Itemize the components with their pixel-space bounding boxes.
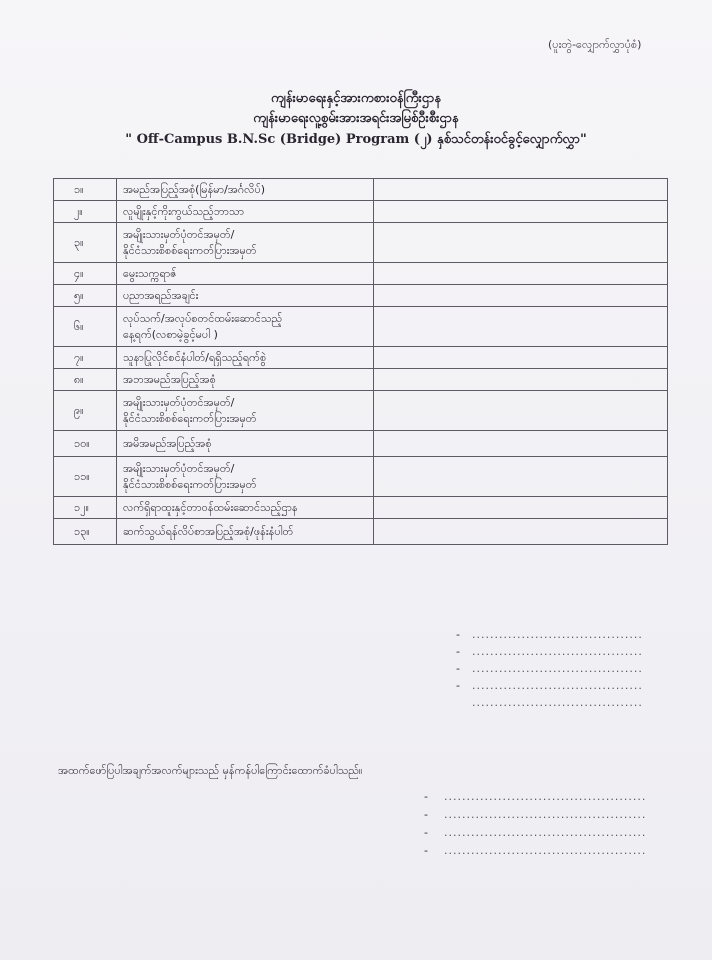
row-number: ၅။ — [54, 285, 117, 307]
form-row — [54, 223, 668, 263]
signature-dash: - — [456, 679, 460, 692]
field-label-line: လူမျိုးနှင့်ကိုးကွယ်သည့်ဘာသာ — [123, 204, 245, 218]
field-label-line: အမျိုးသားမှတ်ပုံတင်အမှတ်/ — [123, 227, 235, 241]
signature-dash: - — [456, 628, 460, 641]
field-label-line: နိုင်ငံသားစိစစ်ရေးကတ်ပြားအမှတ် — [123, 243, 257, 257]
form-row — [54, 431, 668, 457]
application-form-table — [53, 178, 668, 545]
form-row — [54, 179, 668, 201]
department-title: ကျန်းမာရေးလူ့စွမ်းအားအရင်းအမြစ်ဦးစီးဌာန — [253, 111, 459, 126]
form-reference-label: (ပူးတွဲ-လျှောက်လွှာပုံစံ) — [548, 38, 642, 51]
form-row — [54, 347, 668, 369]
field-label — [117, 431, 374, 457]
field-label-line: အမည်အပြည့်အစုံ(မြန်မာ/အင်္ဂလိပ်) — [123, 182, 266, 196]
field-value-cell[interactable] — [374, 457, 668, 497]
field-value-cell[interactable] — [374, 519, 668, 545]
row-number: ၉။ — [54, 391, 117, 431]
signature-dash: - — [456, 645, 460, 658]
field-label-line: အမျိုးသားမှတ်ပုံတင်အမှတ်/ — [123, 395, 235, 409]
field-label — [117, 223, 374, 263]
field-label — [117, 519, 374, 545]
signature-fill-line[interactable]: ............................................. — [444, 808, 647, 821]
row-number: ၄။ — [54, 263, 117, 285]
field-label-line: လုပ်သက်/အလုပ်စတင်ထမ်းဆောင်သည့် — [123, 311, 283, 325]
field-label-line: အမိအမည်အပြည့်အစုံ — [123, 436, 212, 450]
field-label — [117, 497, 374, 519]
form-row — [54, 307, 668, 347]
form-row — [54, 369, 668, 391]
field-label-line: မွေးသက္ကရာဇ် — [123, 266, 177, 280]
signature-fill-line[interactable]: ............................................. — [444, 826, 647, 839]
signature-fill-line[interactable]: ............................................. — [444, 790, 647, 803]
field-label-line: အမျိုးသားမှတ်ပုံတင်အမှတ်/ — [123, 461, 235, 475]
field-value-cell[interactable] — [374, 307, 668, 347]
signature-fill-line[interactable]: ...................................... — [472, 645, 643, 658]
program-title: " Off-Campus B.N.Sc (Bridge) Program (၂) နှစ်သင်တန်းဝင်ခွင့်လျှောက်လွှာ" — [125, 132, 587, 147]
form-row — [54, 391, 668, 431]
row-number: ၁၃။ — [54, 519, 117, 545]
field-value-cell[interactable] — [374, 391, 668, 431]
field-label-line: သူနာပြုလိုင်စင်နံပါတ်/ရရှိသည့်ရက်စွဲ — [123, 350, 267, 364]
field-label — [117, 179, 374, 201]
signature-dash: - — [424, 790, 428, 803]
row-number: ၁၁။ — [54, 457, 117, 497]
confirmation-statement: အထက်ဖော်ပြပါအချက်အလက်များသည် မှန်ကန်ပါကြောင်းထောက်ခံပါသည်။ — [58, 764, 363, 777]
row-number: ၃။ — [54, 223, 117, 263]
signature-fill-line[interactable]: ...................................... — [472, 628, 643, 641]
form-row — [54, 497, 668, 519]
field-value-cell[interactable] — [374, 201, 668, 223]
field-value-cell[interactable] — [374, 497, 668, 519]
field-label-line: နိုင်ငံသားစိစစ်ရေးကတ်ပြားအမှတ် — [123, 477, 257, 491]
field-label — [117, 307, 374, 347]
form-row — [54, 457, 668, 497]
field-label — [117, 457, 374, 497]
field-value-cell[interactable] — [374, 347, 668, 369]
row-number: ၁။ — [54, 179, 117, 201]
signature-dash: - — [424, 826, 428, 839]
field-label-line: ပညာအရည်အချင်း — [123, 288, 199, 302]
field-value-cell[interactable] — [374, 431, 668, 457]
field-value-cell[interactable] — [374, 369, 668, 391]
signature-fill-line[interactable]: ...................................... — [472, 696, 643, 709]
field-label — [117, 369, 374, 391]
field-label — [117, 285, 374, 307]
field-label-line: နိုင်ငံသားစိစစ်ရေးကတ်ပြားအမှတ် — [123, 411, 257, 425]
row-number: ၁၀။ — [54, 431, 117, 457]
signature-dash: - — [424, 808, 428, 821]
form-row — [54, 263, 668, 285]
field-label-line: အဘအမည်အပြည့်အစုံ — [123, 372, 216, 386]
signature-dash: - — [424, 844, 428, 857]
field-value-cell[interactable] — [374, 263, 668, 285]
field-value-cell[interactable] — [374, 179, 668, 201]
field-label — [117, 263, 374, 285]
row-number: ၇။ — [54, 347, 117, 369]
signature-fill-line[interactable]: ...................................... — [472, 679, 643, 692]
field-label-line: နေ့ရက်(လစာမဲ့ခွင့်မပါ ) — [123, 327, 218, 341]
row-number: ၈။ — [54, 369, 117, 391]
field-label — [117, 391, 374, 431]
form-row — [54, 285, 668, 307]
signature-fill-line[interactable]: ............................................. — [444, 844, 647, 857]
field-value-cell[interactable] — [374, 223, 668, 263]
signature-fill-line[interactable]: ...................................... — [472, 662, 643, 675]
row-number: ၆။ — [54, 307, 117, 347]
field-label-line: လက်ရှိရာထူးနှင့်တာဝန်ထမ်းဆောင်သည့်ဌာန — [123, 500, 298, 514]
field-label — [117, 201, 374, 223]
form-row — [54, 519, 668, 545]
form-row — [54, 201, 668, 223]
row-number: ၁၂။ — [54, 497, 117, 519]
ministry-title: ကျန်းမာရေးနှင့်အားကစားဝန်ကြီးဌာန — [270, 91, 442, 106]
signature-dash: - — [456, 662, 460, 675]
field-value-cell[interactable] — [374, 285, 668, 307]
field-label — [117, 347, 374, 369]
field-label-line: ဆက်သွယ်ရန်လိပ်စာအပြည့်အစုံ/ဖုန်းနံပါတ် — [123, 524, 294, 538]
row-number: ၂။ — [54, 201, 117, 223]
